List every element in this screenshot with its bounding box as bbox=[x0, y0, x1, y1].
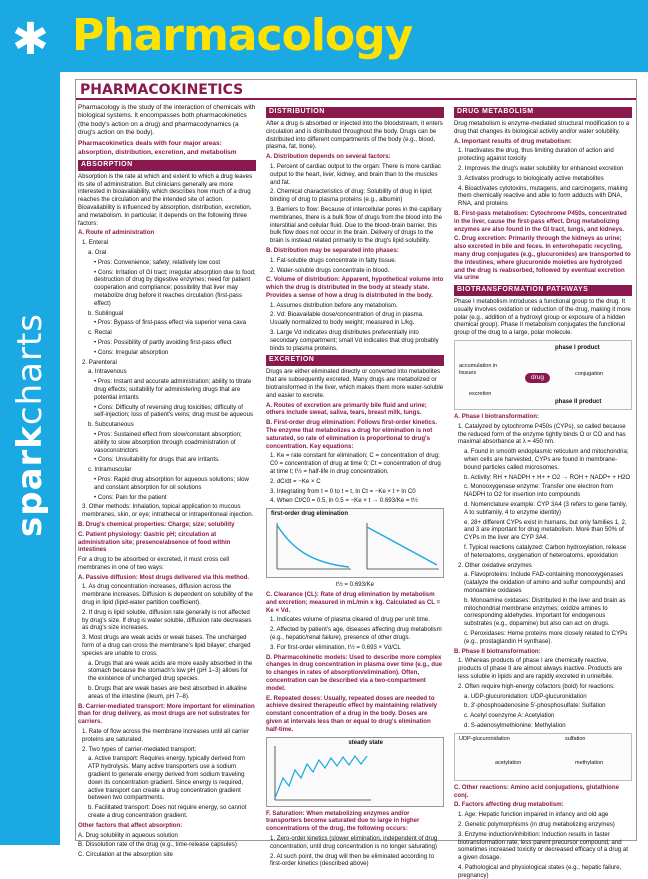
intro-paragraph: Pharmacology is the study of the interaction of chemicals with biological systems. It encompasses both pharmacokinetics (the body's action on a drug) and pharmacodynamics (a drug's action on the body). bbox=[78, 104, 256, 136]
steady-state-label: steady state bbox=[348, 739, 383, 746]
phase2-heading: B. Phase II biotransformation: bbox=[454, 647, 541, 655]
excretion-f1: 1. Zero-order kinetics (slower elimination, independent of drug concentration, until drug concentration is no longer saturating) bbox=[270, 834, 438, 850]
metabolism-heading: DRUG METABOLISM bbox=[454, 107, 632, 118]
factor-c: C. Circulation at the absorption site bbox=[78, 851, 173, 859]
distribution-c1: 1. Assumes distribution before any metabolism. bbox=[270, 301, 398, 309]
phase2-2: 2. Often require high-energy cofactors (bold) for reactions: bbox=[458, 682, 615, 690]
iv-cons: • Cons: Difficulty of reversing drug toxicities; difficulty of self-injection; loss of patient's veins; drug must be aqueous bbox=[94, 403, 254, 419]
page-title: Pharmacology bbox=[72, 10, 413, 61]
excretion-heading: EXCRETION bbox=[266, 355, 444, 366]
elimination-chart bbox=[266, 508, 444, 578]
sublingual-pros: • Pros: Bypass of first-pass effect via superior vena cava bbox=[94, 319, 247, 327]
column-1 bbox=[78, 104, 256, 859]
phase1-2c: c. Peroxidases: Heme proteins more closely related to CYPs (e.g., prostaglandin H synthase). bbox=[464, 629, 628, 645]
factor-1: 1. Age: Hepatic function impaired in infancy and old age bbox=[458, 811, 609, 819]
phase1-1f: f. Typical reactions catalyzed: Carbon hydroxylation, release of heteroatoms, oxygenation of heteroatoms, epoxidation bbox=[464, 543, 627, 559]
phase1-2: 2. Other oxidative enzymes bbox=[458, 561, 532, 569]
excretion-b4: 4. When Ct/C0 = 0.5, ln 0.5 = −Ke × t → 0.693/Ke = t½ bbox=[270, 497, 418, 505]
passive-3a: a. Drugs that are weak acids are more easily absorbed in the stomach because the stomach's low pH (pH 1–3) allows for the existence of uncharged drug species. bbox=[88, 659, 253, 683]
carrier-2: 2. Two types of carrier-mediated transport: bbox=[82, 745, 197, 753]
metabolism-b: B. First-pass metabolism: Cytochrome P450s, concentrated in the liver, cause the first-pass effect. Drug metabolizing enzymes are also found in the GI tract, lungs, and kidneys. bbox=[454, 209, 627, 233]
excretion-text: Drugs are either eliminated directly or converted into metabolites that are subsequently excreted. Many drugs are metabolized or biotransformed in the liver, which makes them more water-soluble and easier to excrete. bbox=[266, 368, 444, 399]
factor-2: 2. Genetic polymorphisms (in drug metabolizing enzymes) bbox=[458, 820, 615, 828]
excretion-c1: 1. Indicates volume of plasma cleared of drug per unit time. bbox=[270, 616, 430, 624]
phase1-label: phase I product bbox=[555, 345, 600, 352]
phase2-2d: d. S-adenosylmethionine: Methylation bbox=[464, 721, 566, 729]
distribution-b2: 2. Water-soluble drugs concentrate in blood. bbox=[270, 266, 390, 274]
repeated-dose-curve bbox=[267, 742, 377, 804]
passive-3: 3. Most drugs are weak acids or weak bases. The uncharged form of a drug can cross the membrane's lipid bilayer; charged species are unable to cross. bbox=[82, 634, 251, 657]
oral: a. Oral bbox=[88, 249, 107, 256]
column-3 bbox=[454, 104, 632, 879]
phase1-1c: c. Monooxygenase enzyme: Transfer one electron from NADPH to O2 for insertion into compounds bbox=[464, 483, 614, 499]
sc-pros: • Pros: Sustained effect from slow/constant absorption; ability to slow absorption through coadministration of vasoconstrictors bbox=[94, 430, 242, 454]
distribution-a3: 3. Barriers to flow: Because of intercellular pores in the capillary membranes, there is a bulk flow of drugs from the blood into the interstitial and cellular fluid. Due to the blood-brain barrier, this bulk flow does not occur in the brain. Delivery of drugs to the brain is instead related primarily to the drug's lipid solubility. bbox=[270, 205, 443, 245]
biotransformation-heading: BIOTRANSFORMATION PATHWAYS bbox=[454, 285, 632, 296]
conjugation-structures bbox=[454, 733, 632, 781]
other-reactions: C. Other reactions: Amino acid conjugations, glutathione conj. bbox=[454, 783, 619, 799]
distribution-a2: 2. Chemical characteristics of drug: Solubility of drug in lipid; binding of drug to plasma proteins (e.g., albumin) bbox=[270, 188, 433, 204]
excretion-c2: 2. Affected by patient's age, diseases affecting drug metabolism (e.g., hepatic/renal failure), presence of other drugs. bbox=[270, 626, 442, 641]
excretion-f2: 2. At such point, the drug will then be eliminated according to first-order kinetics (described above) bbox=[270, 852, 434, 868]
section-title: PHARMACOKINETICS bbox=[80, 82, 244, 98]
excretion-b3: 3. Integrating from t = 0 to t = t, ln Ct = −Ke × t + ln C0 bbox=[270, 487, 416, 495]
membrane-text: For a drug to be absorbed or excreted, it must cross cell membranes in one of two ways: bbox=[78, 556, 230, 571]
metabolism-a1: 1. Inactivates the drug, thus limiting duration of action and protecting against toxicity bbox=[458, 147, 614, 163]
phase2-2b: b. 3'-phosphoadenosine 5'-phosphosulfate: Sulfation bbox=[464, 702, 606, 710]
excretion-c3: 3. For first-order elimination, t½ = 0.693 × Vd/CL bbox=[270, 643, 401, 651]
brand-logo: sparkcharts bbox=[10, 312, 50, 538]
phase1-1a: a. Found in smooth endoplasmic reticulum and mitochondria; when cells are harvested, CYPs are found in membrane-bound particles called microsomes. bbox=[464, 448, 629, 471]
excretion-d: D. Pharmacokinetic models: Used to describe more complex changes in drug concentration in plasma over time (e.g., due to changes in rates of absorption/elimination). Often, concentration can be described via a two-compartment model. bbox=[266, 653, 443, 692]
factor-b: B. Dissolution rate of the drug (e.g., time-release capsules) bbox=[78, 841, 237, 849]
metabolism-text: Drug metabolism is enzyme-mediated structural modification to a drug that changes its biological activity and/or water solubility. bbox=[454, 119, 630, 135]
brand-sidebar bbox=[0, 0, 60, 845]
oral-pros: • Pros: Convenience; safety; relatively low cost bbox=[94, 258, 221, 266]
passive-2: 2. If drug is lipid soluble, diffusion rate generally is not affected by drug's size. If drug is water soluble, diffusion rate decreases as drug's size increases. bbox=[82, 608, 252, 632]
excretion-f: F. Saturation: When metabolizing enzymes and/or transporters become saturated due to large in higher concentrations of the drug, the following occurs: bbox=[266, 809, 420, 833]
route-heading: A. Route of administration bbox=[78, 229, 155, 237]
oral-cons: • Cons: Irritation of GI tract; irregular absorption due to food; destruction of drug by digestive enzymes; need for patient cooperation and compliance; possibility that liver may metabolize drug before it reaches circulation (first-pass effect) bbox=[94, 268, 256, 307]
excretion-b2: 2. dC/dt = −Ke × C bbox=[270, 477, 321, 485]
content-sheet bbox=[76, 80, 636, 879]
metabolism-a3: 3. Activates prodrugs to biologically active metabolites bbox=[458, 174, 604, 182]
distribution-b: B. Distribution may be separated into phases: bbox=[266, 246, 399, 254]
drug-node: drug bbox=[525, 373, 550, 383]
biotransformation-text: Phase I metabolism introduces a functional group to the drug. It usually involves oxidation or reduction of the drug, making it more polar (e.g., addition of a hydroxyl group or exposure of a hidden chemical group). Phase II metabolism conjugates the functional group of the drug to a large, polar molecule. bbox=[454, 298, 631, 337]
star-icon: ✱ bbox=[12, 14, 49, 65]
metabolism-c: C. Drug excretion: Primarily through the kidneys as urine; also excreted in bile and feces. In enterohepatic recycling, many drug conjugates (e.g., glucuronides) are transported to the intestines, where glucuronide moieties are hydrolyzed and the drug is reabsorbed, followed by eventual excretion via urine bbox=[454, 235, 631, 282]
phase1-1d: d. Nomenclature example: CYP 3A4 (3 refers to gene family, A to subfamily, 4 to enzyme identity) bbox=[464, 501, 628, 516]
excretion-e: E. Repeated doses: Usually, repeated doses are needed to achieve desired therapeutic effect by maintaining relatively constant concentration of a drug in the body. Doses are given at intervals less than or equal to drug's elimination half-time. bbox=[266, 694, 438, 733]
mol-label-c: acetylation bbox=[495, 759, 522, 766]
half-life-formula: t½ = 0.693/Ke bbox=[335, 581, 375, 589]
excretion-b1: 1. Ke = rate constant for elimination; C = concentration of drug; C0 = concentration of drug at time 0; Ct = concentration of drug at time t; t½ = half-life in drug concentration. bbox=[270, 452, 441, 475]
excretion-b: B. First-order drug elimination: Follows first-order kinetics. The enzyme that metabolizes a drug for elimination is not saturated, so rate of elimination is proportional to drug's concentration. Key equations: bbox=[266, 419, 437, 450]
distribution-b1: 1. Fat-soluble drugs concentrate in fatty tissue. bbox=[270, 256, 397, 264]
phase2-2a: a. UDP-glucuronidation: UDP-glucuronidation bbox=[464, 692, 587, 700]
carrier-2a: a. Active transport: Requires energy, typically derived from ATP hydrolysis. Many active transporters use a sodium gradient to generate energy derived from sodium traveling down its concentration gradient. Since energy is required, active transport can create a drug concentration gradient between two compartments. bbox=[88, 755, 246, 802]
repeated-dose-chart bbox=[266, 737, 444, 807]
enteral: 1. Enteral bbox=[82, 239, 109, 247]
factor-4: 4. Pathological and physiological states (e.g., hepatic failure, pregnancy) bbox=[458, 863, 622, 879]
factor-a: A. Drug solubility in aqueous solution bbox=[78, 831, 178, 839]
chemical-properties: B. Drug's chemical properties: Charge; size; solubility bbox=[78, 520, 235, 528]
absorption-text: Absorption is the rate at which and extent to which a drug leaves its site of administration. But clinicians generally are more interested in bioavailability, which describes how much of a drug reaches the circulation and the intended site of action. Bioavailability is influenced by absorption, distribution, excretion, and metabolism. In particular, it depends on the following three factors: bbox=[78, 172, 253, 227]
distribution-c: C. Volume of distribution: Apparent, hypothetical volume into which the drug is distributed in the body at steady state. Provides a sense of how a drug is distributed in the body. bbox=[266, 276, 444, 299]
metabolism-a: A. Important results of drug metabolism: bbox=[454, 137, 572, 145]
distribution-a1: 1. Percent of cardiac output to the organ: There is more cardiac output to the heart, liver, kidney, and brain than to the muscles and fat. bbox=[270, 162, 441, 186]
phase1-1b: b. Activity: RH + NADPH + H+ + O2 → ROH + NADP+ + H2O bbox=[464, 473, 631, 481]
phase1-1e: e. 28+ different CYPs exist in humans, but only families 1, 2, and 3 are important for drug metabolism. More than 50% of CYPs in the liver are CYP 3A4. bbox=[464, 518, 627, 542]
parenteral: 2. Parenteral bbox=[82, 358, 117, 366]
phase1-heading: A. Phase I biotransformation: bbox=[454, 413, 539, 421]
column-2 bbox=[266, 104, 444, 868]
im-cons: • Cons: Pain for the patient bbox=[94, 493, 167, 501]
rectal-pros: • Pros: Possibility of partly avoiding first-pass effect bbox=[94, 338, 232, 346]
mol-label-b: sulfation bbox=[565, 735, 586, 742]
phase1-1: 1. Catalyzed by cytochrome P450s (CYPs), so called because the reduced form of the enzyme tightly binds O or CO and has maximal absorbance at λ = 450 nm. bbox=[458, 422, 626, 446]
excretion-a: A. Routes of excretion are primarily bile fluid and urine; others include sweat, saliva, tears, breast milk, lungs. bbox=[266, 401, 427, 417]
distribution-c3: 3. Large Vd indicates drug distributes preferentially into secondary compartment; small Vd indicates that drug probably binds to plasma proteins. bbox=[270, 329, 439, 352]
distribution-text: After a drug is absorbed or injected into the bloodstream, it enters circulation and is distributed throughout the body. Drugs can be distributed into different compartments of the body (e.g., blood, plasma, fat, bone). bbox=[266, 119, 443, 151]
other-methods: 3. Other methods: Inhalation, topical application to mucous membranes, skin, or eye; intrathecal or intraperitoneal injection. bbox=[82, 503, 254, 519]
excretion-c: C. Clearance (CL): Rate of drug elimination by metabolism and excretion; measured in mL/min x kg. Calculated as CL = Ke × Vd. bbox=[266, 590, 441, 614]
sublingual: b. Sublingual bbox=[88, 309, 124, 317]
factor-3: 3. Enzyme induction/inhibition: Induction results in faster biotransformation rate, less parent precursor compound, and sometimes increased toxicity or decreased efficacy of a drug at a given dosage. bbox=[458, 830, 628, 862]
passive-3b: b. Drugs that are weak bases are best absorbed in alkaline areas of the intestine (ileum, pH 7–8). bbox=[88, 685, 247, 700]
absorption-heading: ABSORPTION bbox=[78, 160, 256, 171]
accumulation-label: accumulation in tissues bbox=[459, 363, 498, 377]
carrier-transport: B. Carrier-mediated transport: More important for elimination than for drug delivery, as most drugs are not substrates for carriers. bbox=[78, 702, 255, 726]
excretion-label: excretion bbox=[469, 391, 492, 398]
chart-label: first-order drug elimination bbox=[271, 511, 349, 518]
rectal-cons: • Cons: Irregular absorption bbox=[94, 348, 169, 356]
distribution-c2: 2. Vd: Bioavailable dose/concentration of drug in plasma. Usually normalized to body weight; measured in L/kg. bbox=[270, 311, 424, 327]
passive-1: 1. As drug concentration increases, diffusion across the membrane increases. Diffusion is dependent on solubility of the drug in lipid (lipid-water partition coefficient). bbox=[82, 583, 253, 607]
phase2-2c: c. Acetyl coenzyme A: Acetylation bbox=[464, 712, 555, 720]
conjugation-label: conjugation bbox=[575, 371, 604, 378]
biotransformation-diagram bbox=[454, 340, 632, 410]
subcutaneous: b. Subcutaneous bbox=[88, 421, 134, 429]
carrier-2b: b. Facilitated transport: Does not require energy, so cannot create a drug concentration gradient. bbox=[88, 804, 247, 819]
phase1-2b: b. Monoamine oxidases: Distributed in the liver and brain as mitochondrial membrane enzymes; oxidize amines to corresponding aldehydes. Important for endogenous substrates (e.g., dopamine) but also can act on drugs. bbox=[464, 596, 626, 628]
mol-label-d: methylation bbox=[575, 759, 604, 766]
factors-heading: D. Factors affecting drug metabolism: bbox=[454, 801, 564, 809]
distribution-a: A. Distribution depends on several factors: bbox=[266, 153, 391, 161]
iv-pros: • Pros: Instant and accurate administration; ability to titrate drug effects; suitability for administering drugs that are potential irritants bbox=[94, 378, 252, 401]
im-pros: • Pros: Rapid drug absorption for aqueous solutions; slow and constant absorption for oil solutions bbox=[94, 475, 249, 491]
carrier-1: 1. Rate of flow across the membrane increases until all carrier proteins are saturated. bbox=[82, 728, 249, 743]
metabolism-a4: 4. Bioactivates cytotoxins, mutagens, and carcinogens, making them chemically reactive and able to form adducts with DNA, RNA, and proteins bbox=[458, 184, 628, 208]
rectal: c. Rectal bbox=[88, 329, 112, 337]
intro-areas: Pharmacokinetics deals with four major areas: absorption, distribution, excretion, and metabolism bbox=[78, 140, 237, 156]
elimination-curves bbox=[267, 519, 443, 577]
phase1-2a: a. Flavoproteins: Include FAD-containing monooxygenases (catalyze the oxidation of amino and sulfur compounds) and monoamine oxidases bbox=[464, 571, 626, 594]
other-factors-heading: Other factors that affect absorption: bbox=[78, 821, 183, 829]
section-heading bbox=[76, 80, 636, 100]
sc-cons: • Cons: Unsuitability for drugs that are irritants. bbox=[94, 456, 220, 464]
intramuscular: c. Intramuscular bbox=[88, 466, 132, 474]
metabolism-a2: 2. Improves the drug's water solubility for enhanced excretion bbox=[458, 164, 624, 172]
phase2-1: 1. Whereas products of phase I are chemically reactive, products of phase II are almost always inactive. Products are less soluble in lipids and are rapidly excreted in urine/bile. bbox=[458, 657, 623, 680]
patient-physiology: C. Patient physiology: Gastric pH; circulation at administration site; presence/absence of food within intestines bbox=[78, 530, 231, 554]
intravenous: a. Intravenous bbox=[88, 368, 127, 376]
distribution-heading: DISTRIBUTION bbox=[266, 107, 444, 118]
passive-diffusion: A. Passive diffusion: Most drugs delivered via this method. bbox=[78, 573, 249, 581]
mol-label-a: UDP-glucuronidation bbox=[459, 735, 510, 742]
phase2-label: phase II product bbox=[555, 399, 602, 406]
